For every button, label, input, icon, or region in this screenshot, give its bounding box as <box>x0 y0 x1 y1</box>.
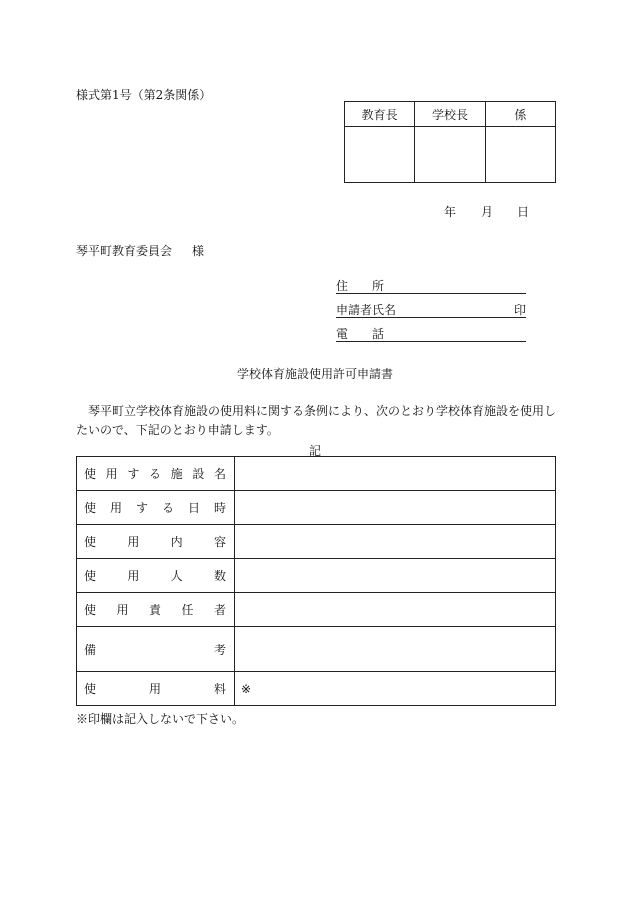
row-label: 使用人数 <box>77 559 235 593</box>
form-number: 様式第1号（第2条関係） <box>76 88 212 102</box>
table-row <box>77 491 556 525</box>
usage-fee-field: ※ <box>235 672 556 706</box>
applicant-phone-field[interactable] <box>336 325 526 342</box>
document-title: 学校体育施設使用許可申請書 <box>236 367 393 381</box>
facility-name-field[interactable] <box>235 457 556 491</box>
headcount-field[interactable] <box>235 559 556 593</box>
ki-heading: 記 <box>308 444 321 458</box>
remarks-field[interactable] <box>235 627 556 672</box>
responsible-person-field[interactable] <box>235 593 556 627</box>
approval-stamp-cell[interactable] <box>415 127 485 183</box>
table-row <box>77 457 556 491</box>
row-label: 使用する施設名 <box>77 457 235 491</box>
date-day-label: 日 <box>517 205 530 219</box>
approval-stamp-cell[interactable] <box>345 127 415 183</box>
date-month-label: 月 <box>481 205 494 219</box>
row-label: 使用内容 <box>77 525 235 559</box>
table-row <box>77 593 556 627</box>
row-label: 使用する日時 <box>77 491 235 525</box>
row-label: 備考 <box>77 627 235 672</box>
applicant-name-label: 申請者氏名 <box>336 303 397 317</box>
usage-datetime-field[interactable] <box>235 491 556 525</box>
table-row <box>77 672 556 706</box>
table-row <box>77 525 556 559</box>
approval-header-principal: 学校長 <box>415 102 485 127</box>
usage-content-field[interactable] <box>235 525 556 559</box>
applicant-phone-label: 電 話 <box>336 327 385 341</box>
approval-stamp-cell[interactable] <box>485 127 555 183</box>
approval-header-superintendent: 教育長 <box>345 102 415 127</box>
body-paragraph: 琴平町立学校体育施設の使用料に関する条例により、次のとおり学校体育施設を使用したいので、下記のとおり申請します。 <box>76 404 557 437</box>
table-row <box>77 559 556 593</box>
approval-stamp-table <box>344 101 556 183</box>
application-detail-table <box>76 456 556 706</box>
addressee-honorific: 様 <box>192 244 205 258</box>
addressee-name: 琴平町教育委員会 <box>76 244 173 258</box>
applicant-address-field[interactable] <box>336 277 526 294</box>
seal-mark: 印 <box>513 303 526 317</box>
approval-header-clerk: 係 <box>485 102 555 127</box>
footnote: ※印欄は記入しないで下さい。 <box>76 712 245 726</box>
row-label: 使用責任者 <box>77 593 235 627</box>
date-year-label: 年 <box>444 205 457 219</box>
table-row <box>77 627 556 672</box>
row-label: 使用料 <box>77 672 235 706</box>
applicant-name-field[interactable] <box>336 301 526 318</box>
addressee <box>76 242 204 259</box>
applicant-address-label: 住 所 <box>336 279 385 293</box>
